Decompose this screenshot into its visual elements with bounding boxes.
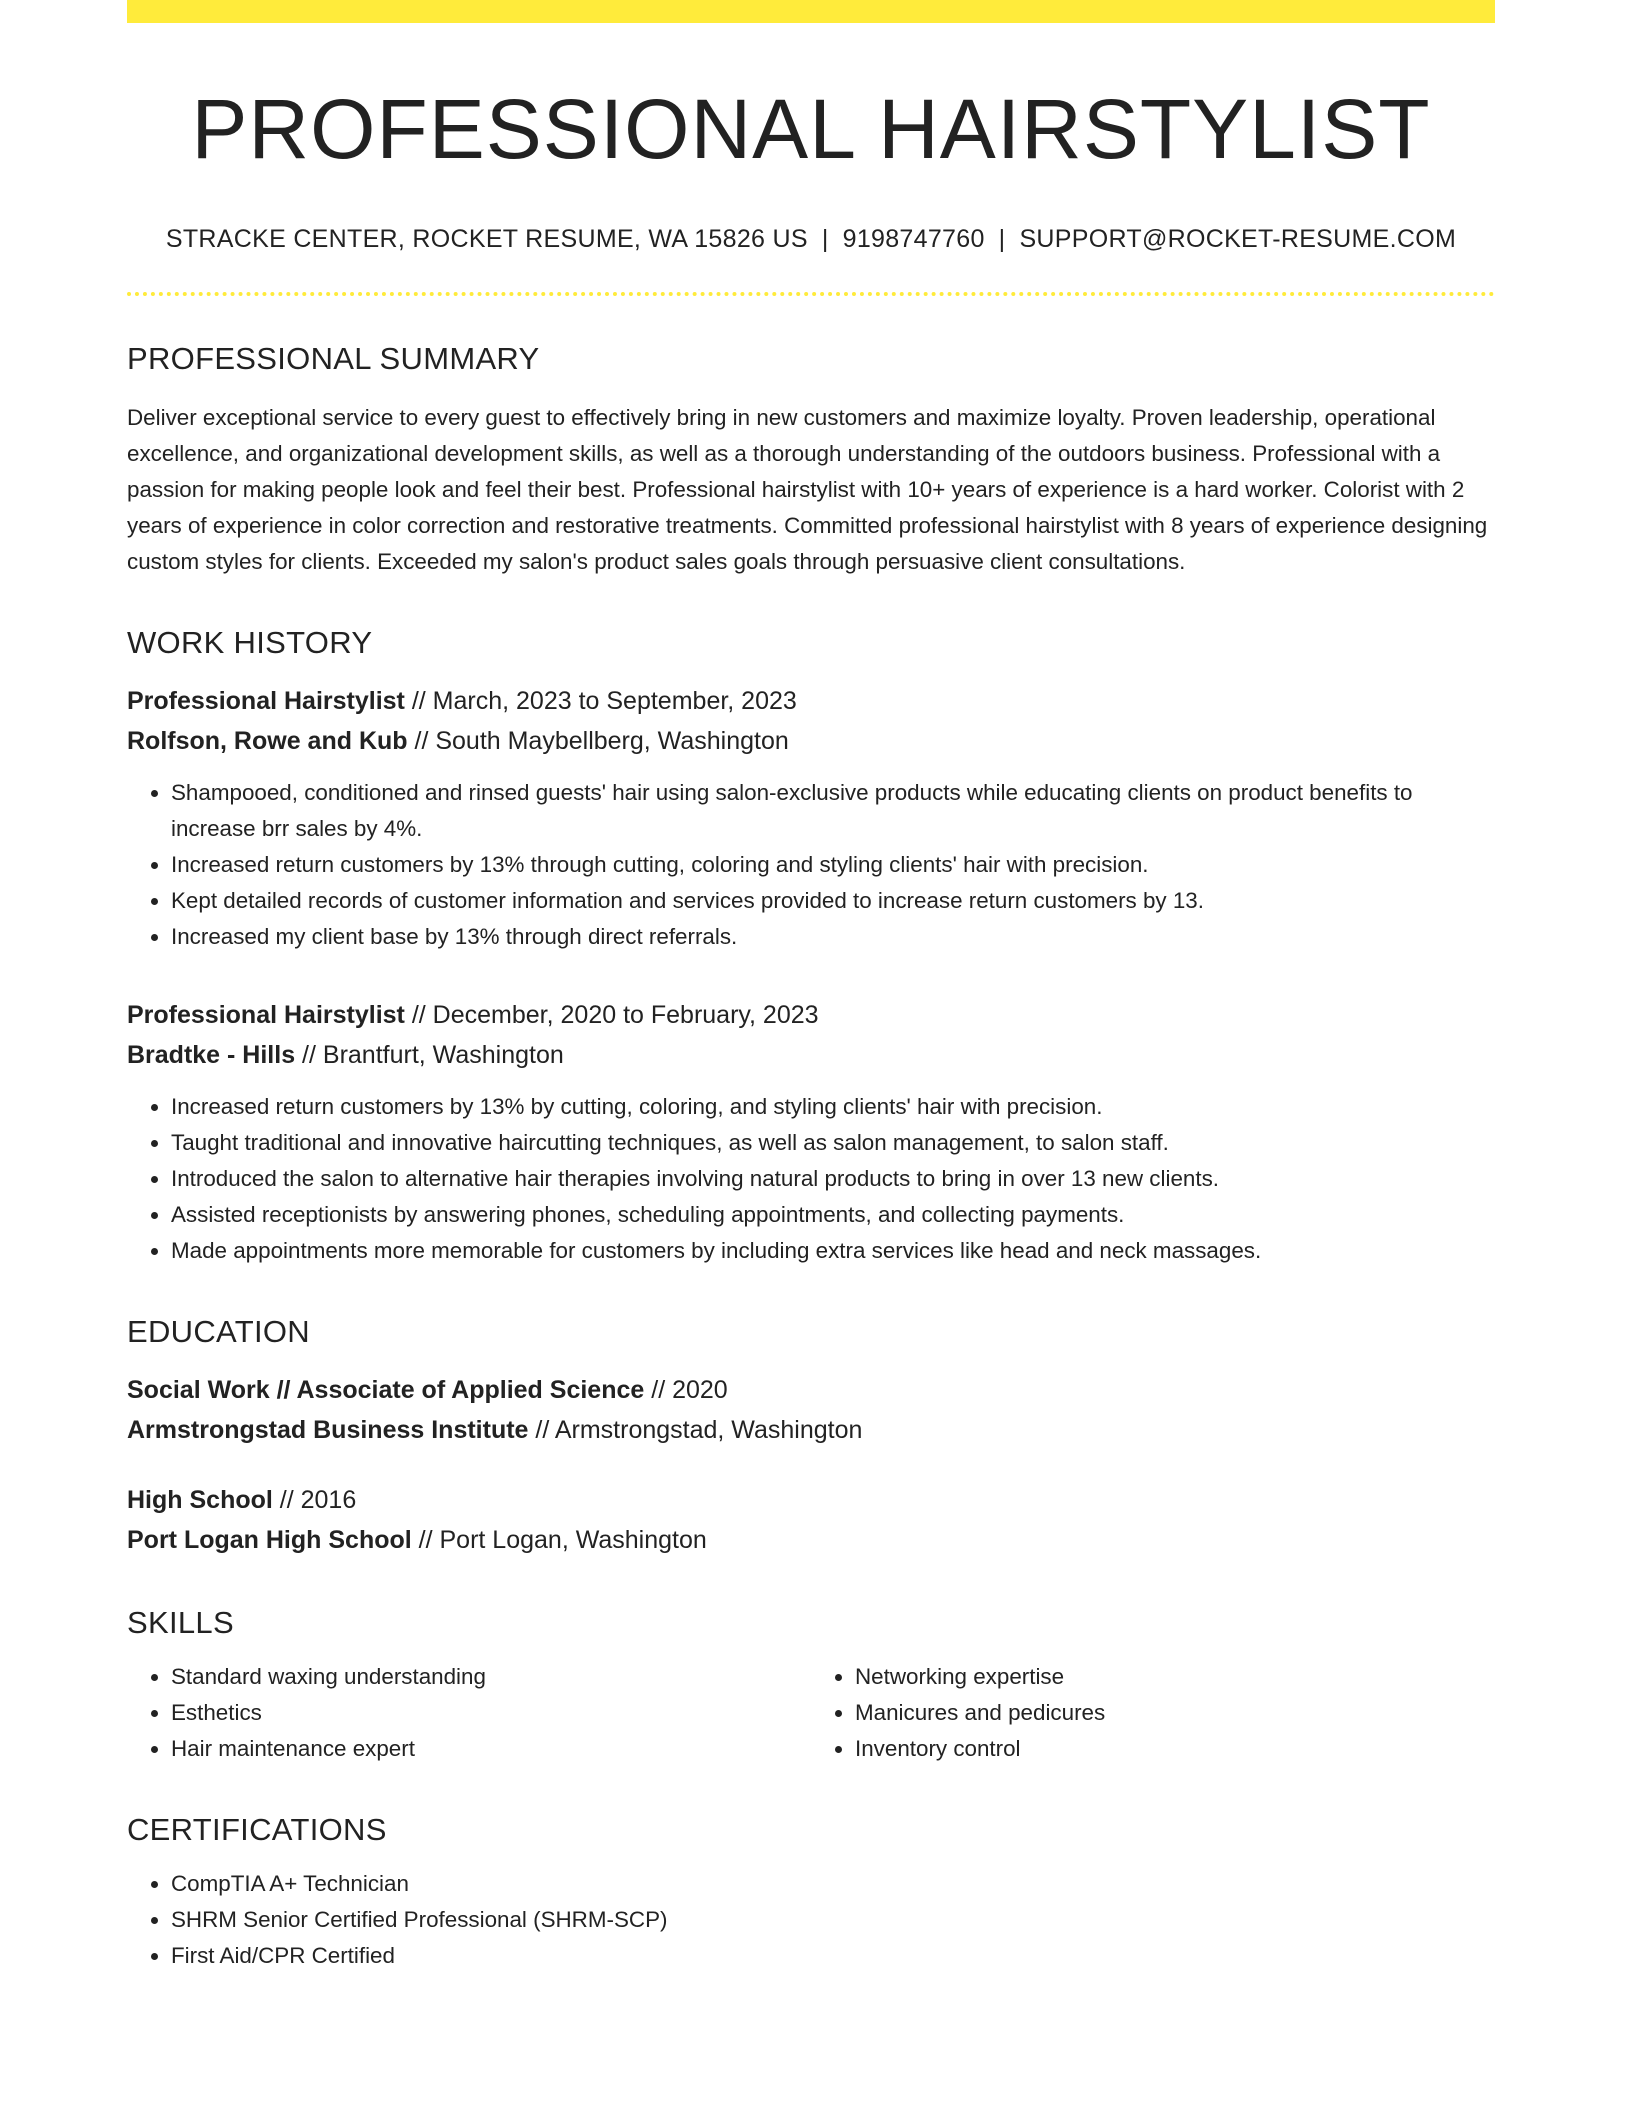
education-year: // 2020 (644, 1375, 728, 1404)
job-position: Professional Hairstylist (127, 1000, 405, 1029)
education-school-line (127, 1520, 1495, 1560)
dotted-divider (127, 292, 1495, 296)
summary-text: Deliver exceptional service to every guest to effectively bring in new customers and maximize loyalty. Proven leadership, operational excellence, and organizational development skills, as well as a thorough understanding of the outdoors business. Professional with a passion for making people look and feel their best. Professional hairstylist with 10+ years of experience is a hard worker. Colorist with 2 years of experience in color correction and restorative treatments. Committed professional hairstylist with 8 years of experience designing custom styles for clients. Exceeded my salon's product sales goals through persuasive client consultations. (127, 404, 1488, 574)
education-school: Port Logan High School (127, 1525, 412, 1554)
job-bullets (127, 1089, 1495, 1269)
education-school-line (127, 1410, 1495, 1450)
skill-item: • Manicures and pedicures (855, 1695, 1495, 1731)
job-position: Professional Hairstylist (127, 686, 405, 715)
education-year: // 2016 (272, 1485, 357, 1514)
certification-item: • CompTIA A+ Technician (171, 1866, 1495, 1902)
job-bullet: • Taught traditional and innovative haircutting techniques, as well as salon management, to salon staff. (171, 1125, 1495, 1161)
job-title-line (127, 995, 1495, 1035)
job-entry (127, 995, 1495, 1269)
job-dates: // December, 2020 to February, 2023 (404, 1000, 819, 1029)
job-bullet: • Kept detailed records of customer information and services provided to increase return customers by 13. (171, 883, 1495, 919)
skills-grid (127, 1659, 1495, 1767)
certification-item: • SHRM Senior Certified Professional (SHRM-SCP) (171, 1902, 1495, 1938)
job-bullet: • Made appointments more memorable for customers by including extra services like head and neck massages. (171, 1233, 1495, 1269)
skill-item: • Hair maintenance expert (171, 1731, 811, 1767)
job-bullet: • Assisted receptionists by answering phones, scheduling appointments, and collecting payments. (171, 1197, 1495, 1233)
certification-item: • First Aid/CPR Certified (171, 1938, 1495, 1974)
education-degree-line (127, 1370, 1495, 1410)
skills-column-right (811, 1659, 1495, 1767)
job-bullet: • Introduced the salon to alternative hair therapies involving natural products to bring in over 13 new clients. (171, 1161, 1495, 1197)
job-company-line (127, 721, 1495, 761)
education-degree-line (127, 1480, 1495, 1520)
education-entry (127, 1370, 1495, 1450)
resume-page (127, 0, 1495, 1974)
job-bullet: • Shampooed, conditioned and rinsed guests' hair using salon-exclusive products while educating clients on product benefits to increase brr sales by 4%. (171, 775, 1495, 847)
contact-phone: 9198747760 (842, 225, 985, 254)
job-company: Rolfson, Rowe and Kub (127, 726, 408, 755)
candidate-name: PROFESSIONAL HAIRSTYLIST (191, 82, 1431, 176)
summary-heading: PROFESSIONAL SUMMARY (127, 341, 540, 377)
contact-address: STRACKE CENTER, ROCKET RESUME, WA 15826 US (165, 225, 808, 254)
job-bullet: • Increased my client base by 13% through direct referrals. (171, 919, 1495, 955)
education-degree: High School (127, 1485, 273, 1514)
job-entry (127, 681, 1495, 955)
skill-item: • Standard waxing understanding (171, 1659, 811, 1695)
certifications-list (127, 1866, 1495, 1974)
education-location: // Armstrongstad, Washington (528, 1415, 863, 1444)
education-heading: EDUCATION (127, 1313, 310, 1349)
skill-item: • Esthetics (171, 1695, 811, 1731)
certifications-heading: CERTIFICATIONS (127, 1812, 387, 1848)
job-title-line (127, 681, 1495, 721)
job-bullets (127, 775, 1495, 955)
job-location: // Brantfurt, Washington (295, 1040, 564, 1069)
work-history-heading: WORK HISTORY (127, 624, 373, 660)
contact-email: SUPPORT@ROCKET-RESUME.COM (1019, 225, 1457, 254)
education-entry (127, 1480, 1495, 1560)
job-company-line (127, 1035, 1495, 1075)
contact-line (127, 225, 1495, 254)
education-location: // Port Logan, Washington (411, 1525, 707, 1554)
job-bullet: • Increased return customers by 13% by cutting, coloring, and styling clients' hair with precision. (171, 1089, 1495, 1125)
skills-column-left (127, 1659, 811, 1767)
job-dates: // March, 2023 to September, 2023 (404, 686, 797, 715)
accent-top-bar (127, 0, 1495, 23)
education-degree: Social Work // Associate of Applied Science (127, 1375, 645, 1404)
education-school: Armstrongstad Business Institute (127, 1415, 529, 1444)
job-bullet: • Increased return customers by 13% through cutting, coloring and styling clients' hair with precision. (171, 847, 1495, 883)
skills-heading: SKILLS (127, 1604, 234, 1640)
skill-item: • Networking expertise (855, 1659, 1495, 1695)
skill-item: • Inventory control (855, 1731, 1495, 1767)
contact-separator: | (821, 225, 829, 254)
job-location: // South Maybellberg, Washington (407, 726, 789, 755)
contact-separator: | (998, 225, 1006, 254)
job-company: Bradtke - Hills (127, 1040, 296, 1069)
